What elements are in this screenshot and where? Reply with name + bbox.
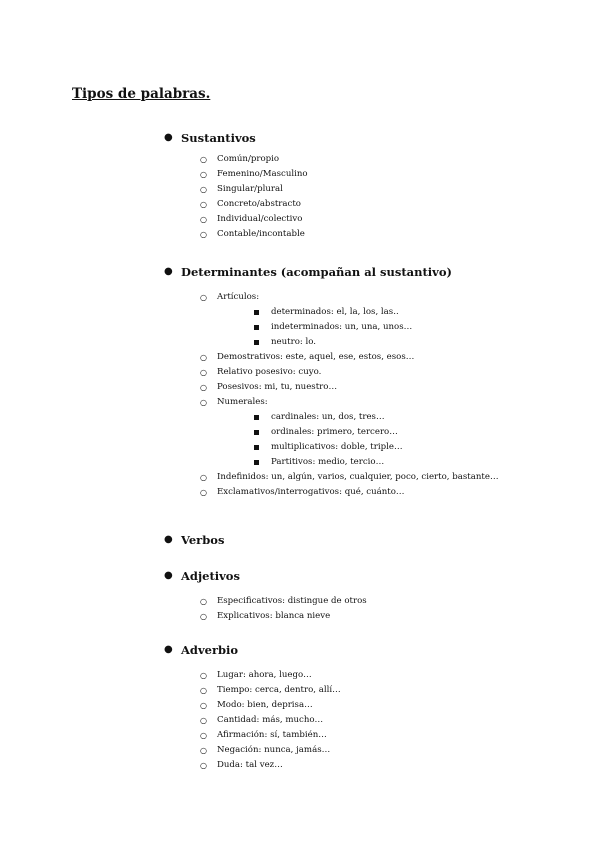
list-item: ○ Artículos: — [200, 290, 584, 305]
list-item: ○ Numerales: — [200, 395, 584, 410]
bullet-dot-icon: ● — [164, 132, 173, 143]
circle-bullet-icon: ○ — [200, 155, 207, 164]
square-bullet-icon — [254, 445, 259, 450]
square-bullet-icon — [254, 430, 259, 435]
section-verbos — [164, 530, 584, 550]
list-item: ○ Duda: tal vez… — [200, 758, 584, 773]
document-title: Tipos de palabras. — [72, 86, 211, 102]
square-bullet-icon — [254, 415, 259, 420]
list-item: ○ Demostrativos: este, aquel, ese, estos, esos… — [200, 350, 584, 365]
section-heading-row — [164, 640, 584, 660]
circle-bullet-icon: ○ — [200, 230, 207, 239]
list-item: determinados: el, la, los, las.. — [254, 305, 584, 320]
list-item: ○ Común/propio — [200, 152, 584, 167]
section-heading-row — [164, 530, 584, 550]
articulos-sublist — [200, 305, 584, 350]
section-heading: Sustantivos — [181, 131, 256, 145]
list-item: ○ Singular/plural — [200, 182, 584, 197]
section-adverbio — [164, 640, 584, 773]
list-item: ○ Femenino/Masculino — [200, 167, 584, 182]
list-item: ○ Posesivos: mi, tu, nuestro… — [200, 380, 584, 395]
numerales-group — [200, 410, 584, 470]
circle-bullet-icon: ○ — [200, 293, 207, 302]
sustantivos-list — [164, 152, 584, 242]
list-item: ordinales: primero, tercero… — [254, 425, 584, 440]
circle-bullet-icon: ○ — [200, 671, 207, 680]
list-item: ○ Concreto/abstracto — [200, 197, 584, 212]
list-item: ○ Especificativos: distingue de otros — [200, 594, 584, 609]
circle-bullet-icon: ○ — [200, 170, 207, 179]
section-heading: Determinantes (acompañan al sustantivo) — [181, 265, 452, 279]
list-item: cardinales: un, dos, tres… — [254, 410, 584, 425]
list-item: neutro: lo. — [254, 335, 584, 350]
circle-bullet-icon: ○ — [200, 353, 207, 362]
list-item: ○ Individual/colectivo — [200, 212, 584, 227]
numerales-sublist — [200, 410, 584, 470]
section-heading-row — [164, 566, 584, 586]
section-heading-row — [164, 128, 584, 148]
list-item: ○ Tiempo: cerca, dentro, allí… — [200, 683, 584, 698]
circle-bullet-icon: ○ — [200, 716, 207, 725]
circle-bullet-icon: ○ — [200, 761, 207, 770]
articulos-group — [200, 305, 584, 350]
determinantes-list — [164, 290, 584, 500]
circle-bullet-icon: ○ — [200, 488, 207, 497]
square-bullet-icon — [254, 340, 259, 345]
list-item: ○ Cantidad: más, mucho… — [200, 713, 584, 728]
bullet-dot-icon: ● — [164, 570, 173, 581]
circle-bullet-icon: ○ — [200, 368, 207, 377]
list-item: ○ Explicativos: blanca nieve — [200, 609, 584, 624]
list-item: ○ Lugar: ahora, luego… — [200, 668, 584, 683]
list-item: ○ Relativo posesivo: cuyo. — [200, 365, 584, 380]
circle-bullet-icon: ○ — [200, 200, 207, 209]
circle-bullet-icon: ○ — [200, 473, 207, 482]
section-heading: Adjetivos — [181, 569, 240, 583]
section-heading-row — [164, 262, 584, 282]
circle-bullet-icon: ○ — [200, 597, 207, 606]
list-item: multiplicativos: doble, triple… — [254, 440, 584, 455]
section-determinantes — [164, 262, 584, 500]
section-adjetivos — [164, 566, 584, 624]
bullet-dot-icon: ● — [164, 644, 173, 655]
circle-bullet-icon: ○ — [200, 185, 207, 194]
circle-bullet-icon: ○ — [200, 215, 207, 224]
section-sustantivos — [164, 128, 584, 242]
square-bullet-icon — [254, 310, 259, 315]
square-bullet-icon — [254, 460, 259, 465]
circle-bullet-icon: ○ — [200, 746, 207, 755]
circle-bullet-icon: ○ — [200, 701, 207, 710]
list-item: ○ Afirmación: sí, también… — [200, 728, 584, 743]
section-heading: Adverbio — [181, 643, 239, 657]
list-item: ○ Negación: nunca, jamás… — [200, 743, 584, 758]
circle-bullet-icon: ○ — [200, 383, 207, 392]
circle-bullet-icon: ○ — [200, 731, 207, 740]
circle-bullet-icon: ○ — [200, 686, 207, 695]
bullet-dot-icon: ● — [164, 266, 173, 277]
circle-bullet-icon: ○ — [200, 398, 207, 407]
list-item: indeterminados: un, una, unos… — [254, 320, 584, 335]
list-item: ○ Exclamativos/interrogativos: qué, cuánto… — [200, 485, 584, 500]
list-item: Partitivos: medio, tercio… — [254, 455, 584, 470]
circle-bullet-icon: ○ — [200, 612, 207, 621]
list-item: ○ Modo: bien, deprisa… — [200, 698, 584, 713]
adverbio-list — [164, 668, 584, 773]
list-item: ○ Indefinidos: un, algún, varios, cualquier, poco, cierto, bastante… — [200, 470, 584, 485]
list-item: ○ Contable/incontable — [200, 227, 584, 242]
section-heading: Verbos — [181, 533, 225, 547]
square-bullet-icon — [254, 325, 259, 330]
bullet-dot-icon: ● — [164, 534, 173, 545]
adjetivos-list — [164, 594, 584, 624]
